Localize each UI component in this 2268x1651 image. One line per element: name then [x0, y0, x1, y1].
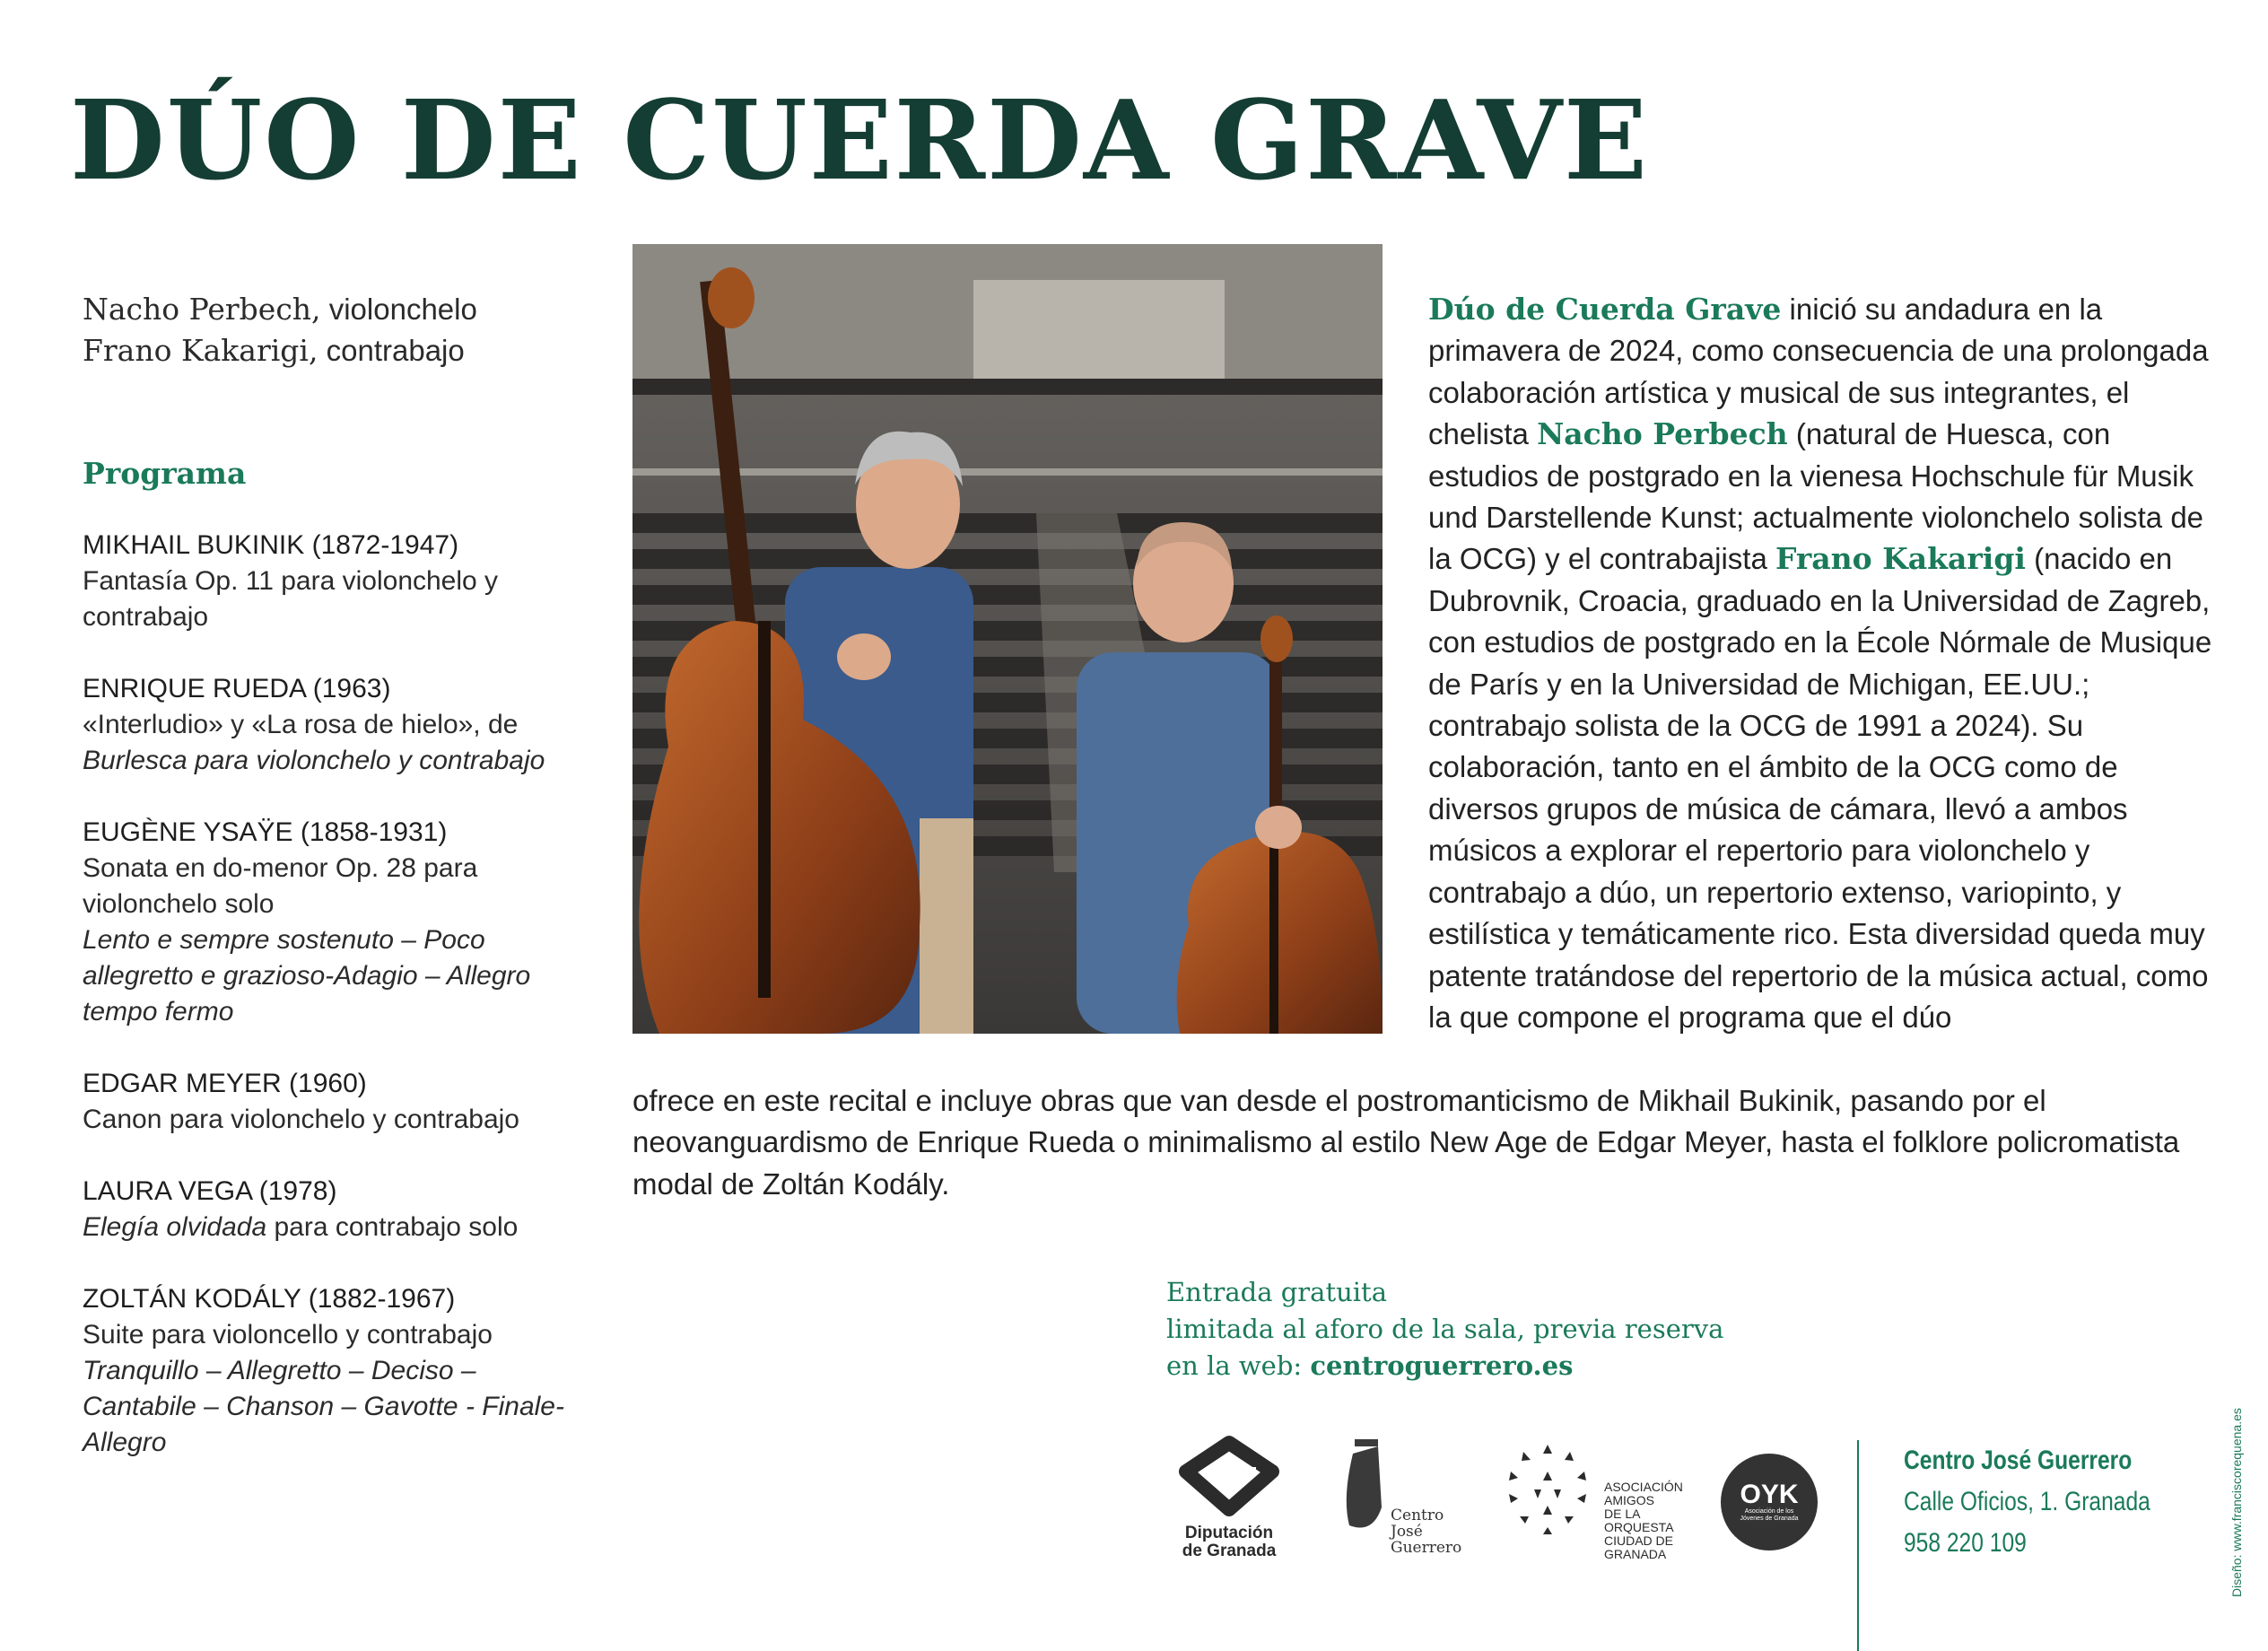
performer-name: Frano Kakarigi,	[83, 333, 318, 368]
work: Fantasía Op. 11 para violonchelo y contrabajo	[83, 566, 499, 632]
venue-info	[1904, 1440, 2150, 1564]
work: Canon para violonchelo y contrabajo	[83, 1105, 519, 1134]
sponsor-logos	[1166, 1436, 1830, 1579]
composer: MIKHAIL BUKINIK (1872-1947)	[83, 530, 459, 560]
composer: ENRIQUE RUEDA (1963)	[83, 674, 391, 703]
amigos-orquesta-emblem-icon	[1498, 1436, 1597, 1543]
oyk-caption: Asociación de los Jóvenes de Granada	[1740, 1508, 1799, 1522]
page-title: DÚO DE CUERDA GRAVE	[70, 75, 1649, 205]
bio-text: (nacido en Dubrovnik, Croacia, graduado en la Universidad de Zagreb, con estudios de postgrado en la École Nórmale de Musique de París y en la Universidad de Michigan, EE.UU.; contrabajo solista de la OCG de 1991 a 2024). Su colaboración, tanto en el ámbito de la OCG como de diversos grupos de música de cámara, llevó a ambos músicos a explorar el repertorio para violonchelo y contrabajo a dúo, un repertorio extenso, variopinto, y estilística y temáticamente rico. Esta diversidad queda muy patente tratándose del repertorio de la música actual, como la que compone el programa que el dúo	[1428, 542, 2212, 1034]
perbech-name: Nacho Perbech	[1537, 416, 1788, 452]
program-item	[83, 1066, 585, 1138]
program-item	[83, 528, 585, 635]
diputacion-logo	[1166, 1436, 1292, 1560]
program-item	[83, 671, 585, 779]
work-detail: para contrabajo solo	[266, 1212, 519, 1242]
work-movements: Tranquillo – Allegretto – Deciso – Cantabile – Chanson – Gavotte - Finale-Allegro	[83, 1356, 564, 1457]
entry-line-3	[1166, 1348, 1723, 1385]
bio-text: inició su andadura en la primavera de 2024, como consecuencia de una prolongada colaboración artística y musical de sus integrantes, el chelista	[1428, 293, 2209, 451]
centro-guerrero-label: Centro José Guerrero	[1391, 1507, 1462, 1557]
entry-line-2: limitada al aforo de la sala, previa reserva	[1166, 1314, 1724, 1344]
bio-text: (natural de Huesca, con estudios de postgrado en la vienesa Hochschule für Musik und Darstellende Kunst; actualmente violonchelo solista de la OCG) y el contrabajista	[1428, 417, 2204, 576]
program-item	[83, 1281, 585, 1461]
diputacion-label: Diputación de Granada	[1182, 1524, 1277, 1560]
divider	[1857, 1440, 1859, 1651]
program-list	[83, 528, 585, 1497]
duo-photo	[632, 244, 1383, 1034]
centro-guerrero-emblem-icon	[1337, 1436, 1391, 1543]
work: Suite para violoncello y contrabajo	[83, 1320, 493, 1350]
venue-name: Centro José Guerrero	[1904, 1446, 2133, 1475]
work-movements: Burlesca para violonchelo y contrabajo	[83, 746, 545, 775]
amigos-orquesta-label: ASOCIACIÓN AMIGOS DE LA ORQUESTA CIUDAD DE GRANADA	[1604, 1480, 1683, 1561]
program-item	[83, 815, 585, 1030]
composer: LAURA VEGA (1978)	[83, 1176, 337, 1206]
performer-name: Nacho Perbech,	[83, 292, 321, 327]
composer: EUGÈNE YSAŸE (1858-1931)	[83, 817, 448, 847]
work: Sonata en do-menor Op. 28 para violonchelo solo	[83, 853, 478, 919]
performer-1	[83, 289, 585, 330]
work-movements: Lento e sempre sostenuto – Poco allegretto e grazioso-Adagio – Allegro tempo fermo	[83, 925, 531, 1026]
duo-name: Dúo de Cuerda Grave	[1428, 292, 1782, 327]
oyk-mark: OYK	[1740, 1480, 1799, 1509]
diputacion-emblem-icon	[1166, 1436, 1292, 1516]
program-heading: Programa	[83, 456, 247, 491]
biography-text	[1428, 289, 2213, 1038]
entry-prefix: en la web:	[1166, 1350, 1311, 1381]
website-link[interactable]: centroguerrero.es	[1310, 1350, 1574, 1381]
composer: ZOLTÁN KODÁLY (1882-1967)	[83, 1284, 456, 1314]
performer-2	[83, 330, 585, 371]
performers	[83, 289, 585, 371]
performer-role: violonchelo	[328, 293, 477, 326]
amigos-orquesta-logo	[1498, 1436, 1705, 1561]
work	[83, 1210, 585, 1245]
work: «Interludio» y «La rosa de hielo», de	[83, 710, 519, 739]
design-credit: Diseño: www.franciscorequena.es	[2229, 1408, 2244, 1597]
venue-address: Calle Oficios, 1. Granada	[1904, 1487, 2150, 1516]
biography-continuation: ofrece en este recital e incluye obras que van desde el postromanticismo de Mikhail Bukinik, pasando por el neovanguardismo de Enrique Rueda o minimalismo al estilo New Age de Edgar Meyer, hasta el folklore policromatista modal de Zoltán Kodály.	[632, 1084, 2180, 1201]
oyk-logo	[1721, 1454, 1818, 1551]
performer-role: contrabajo	[326, 334, 465, 367]
composer: EDGAR MEYER (1960)	[83, 1069, 367, 1098]
work-title: Elegía olvidada	[83, 1212, 267, 1242]
venue-phone: 958 220 109	[1904, 1528, 2027, 1558]
entry-line-1: Entrada gratuita	[1166, 1277, 1387, 1307]
entry-info	[1166, 1274, 1723, 1385]
centro-guerrero-logo	[1337, 1436, 1462, 1557]
program-item	[83, 1174, 585, 1245]
kakarigi-name: Frano Kakarigi	[1775, 541, 2026, 577]
